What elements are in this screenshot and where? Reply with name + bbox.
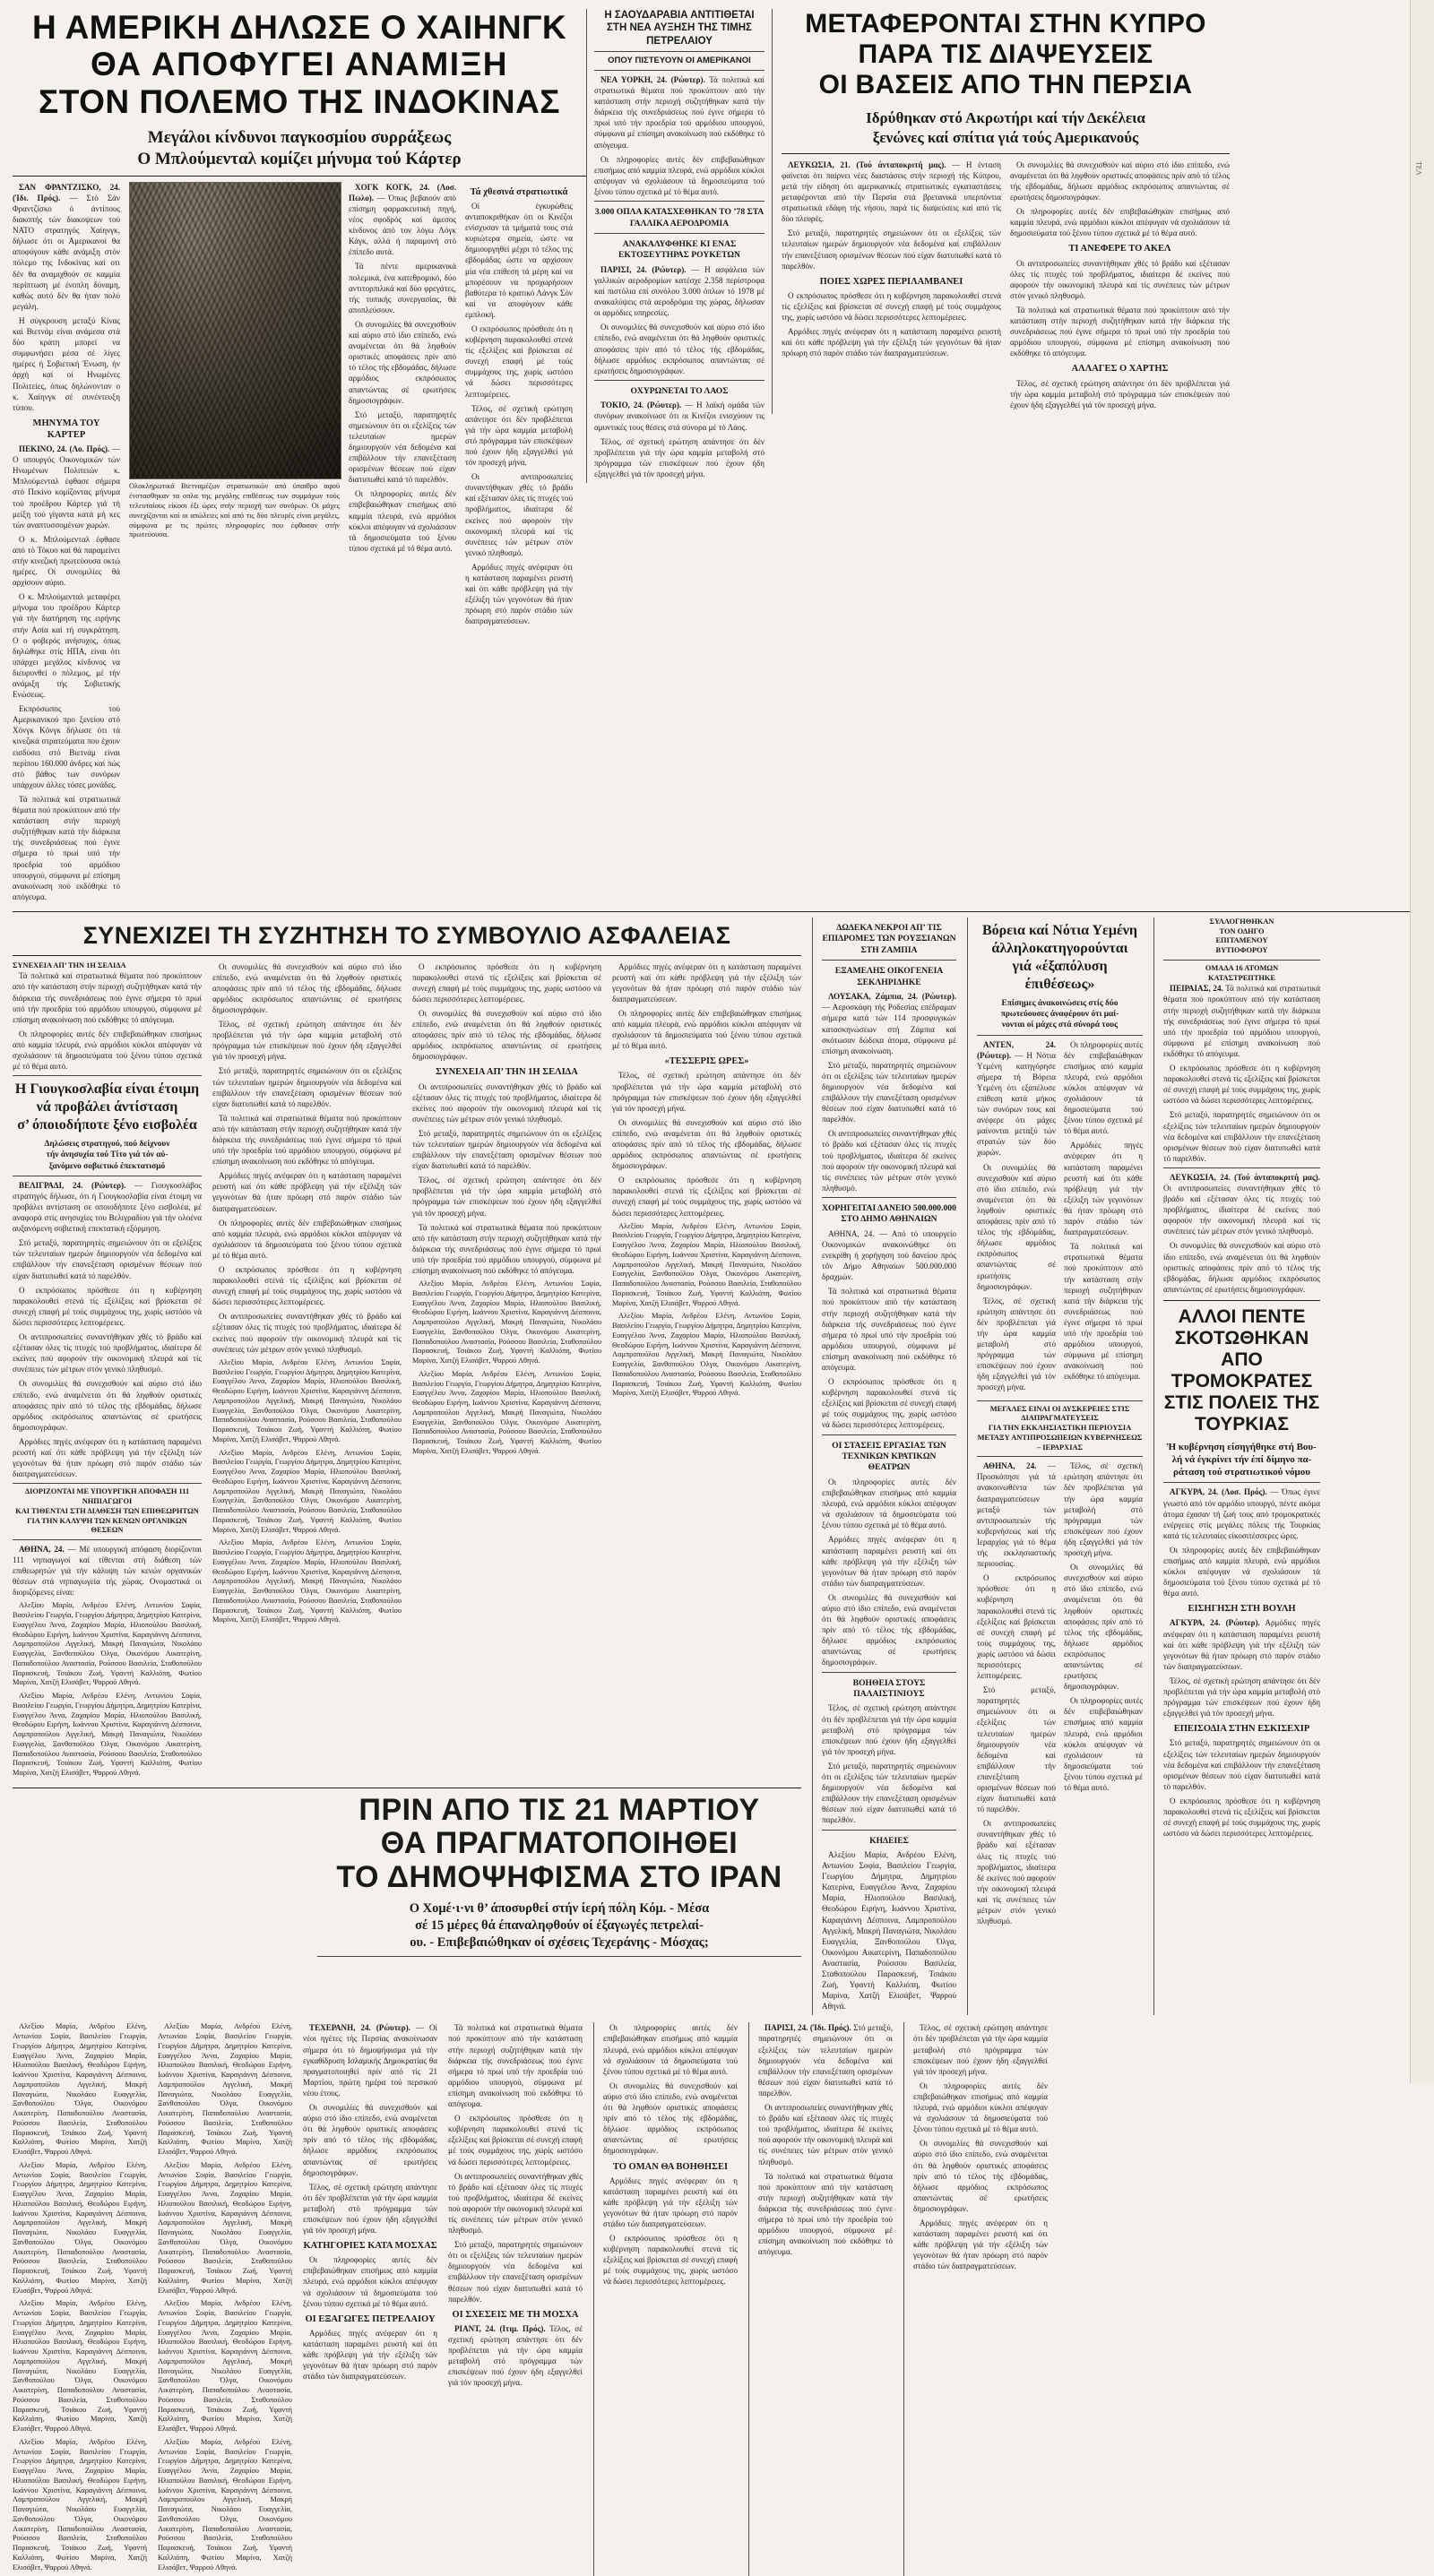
turkey-body: ΑΓΚΥΡΑ, 24. (Λοσ. Πρός). — Όπως έγινε γνωστό από τόν αρμόδιο υπουργό, πέντε ακόμα άτομα έχασαν τή ζωή τους από τρομοκρατικές ενέργειες στίς μεγάλες πόλεις τής Τουρκίας κατά τίς τελευταίες είκοσιτέσσερες ώρες. Οι πληροφορίες αυτές δέν επιβεβαιώθηκαν επισήμως από καμμία πλευρά, ενώ αρμόδιοι κύκλοι απέφυγαν νά σχολιάσουν τά δημοσιεύματα τού ξένου τύπου σχετικά μέ τό θέμα αυτό. ΕΙΣΗΓΗΣΗ ΣΤΗ ΒΟΥΛΗ ΑΓΚΥΡΑ, 24. (Ρώυτερ). Αρμόδιες πηγές ανέφεραν ότι η κατάσταση παραμένει ρευστή καί ότι κάθε πρόβλεψη γιά τήν εξέλιξη τών γεγονότων θά ήταν πρόωρη στό παρόν στάδιο τών διαπραγματεύσεων. Τέλος, σέ σχετική ερώτηση απάντησε ότι δέν προβλέπεται γιά τήν ώρα καμμία μεταβολή στό πρόγραμμα τών επισκέψεων πού έχουν ήδη εξαγγελθεί γιά τόν προσεχή μήνα. ΕΠΕΙΣΟΔΙΑ ΣΤΗΝ ΕΣΚΙΣΕΧΙΡ Στό μεταξύ, παρατηρητές σημειώνουν ότι οι εξελίξεις τών τελευταίων ημερών δημιουργούν νέα δεδομένα καί επιβάλλουν τήν επανεξέταση ορισμένων θέσεων πού είχαν διατυπωθεί κατά τό παρελθόν. Ο εκπρόσωπος πρόσθεσε ότι η κυβέρνηση παρακολουθεί στενά τίς εξελίξεις καί βρίσκεται σέ συνεχή επαφή μέ τούς συμμάχους της, χωρίς ωστόσο νά δώσει περισσότερες λεπτομέρειες. [1163,1487,1320,1839]
subhead-3000-opla: 3.000 ΟΠΛΑ ΚΑΤΑΣΧΕΘΗΚΑΝ ΤΟ ’78 ΣΤΑ ΓΑΛΛΙΚΑ ΑΕΡΟΔΡΟΜΙΑ [594,207,765,228]
yemen-body-a: ΑΝΤΕΝ, 24. (Ρώυτερ). — Η Νότια Υεμένη κατηγόρησε σήμερα τή Βόρεια Υεμένη ότι εξαπέλυσε επίθεση κατά μήκος τών συνόρων τους καί ανέφερε ότι μάχες μαίνονται μεταξύ τών στρατών τών δύο χωρών. Οι συνομιλίες θά συνεχισθούν καί αύριο στό ίδιο επίπεδο, ενώ αναμένεται ότι θά ληφθούν οριστικές αποφάσεις πρίν από τό τέλος τής εβδομάδας, δήλωσε αρμόδιος εκπρόσωπος απαντώντας σέ ερωτήσεις δημοσιογράφων. Τέλος, σέ σχετική ερώτηση απάντησε ότι δέν προβλέπεται γιά τήν ώρα καμμία μεταβολή στό πρόγραμμα τών επισκέψεων πού έχουν ήδη εξαγγελθεί γιά τόν προσεχή μήνα. [977,1039,1057,1392]
subhead-palestine-aid: ΒΟΗΘΕΙΑ ΣΤΟΥΣ ΠΑΛΑΙΣΤΙΝΙΟΥΣ [852,1677,926,1699]
bottom-col-5: Οι πληροφορίες αυτές δέν επιβεβαιώθηκαν επισήμως από καμμία πλευρά, ενώ αρμόδιοι κύκλοι απέφυγαν νά σχολιάσουν τά δημοσιεύματα τού ξένου τύπου σχετικά μέ τό θέμα αυτό. Οι συνομιλίες θά συνεχισθούν καί αύριο στό ίδιο επίπεδο, ενώ αναμένεται ότι θά ληφθούν οριστικές αποφάσεις πρίν από τό τέλος τής εβδομάδας, δήλωσε αρμόδιος εκπρόσωπος απαντώντας σέ ερωτήσεις δημοσιογράφων. ΤΟ ΟΜΑΝ ΘΑ ΒΟΗΘΗΣΕΙ Αρμόδιες πηγές ανέφεραν ότι η κατάσταση παραμένει ρευστή καί ότι κάθε πρόβλεψη γιά τήν εξέλιξη τών γεγονότων θά ήταν πρόωρη στό παρόν στάδιο τών διαπραγματεύσεων. Ο εκπρόσωπος πρόσθεσε ότι η κυβέρνηση παρακολουθεί στενά τίς εξελίξεις καί βρίσκεται σέ συνεχή επαφή μέ τούς συμμάχους της, χωρίς ωστόσο νά δώσει περισσότερες λεπτομέρειες. [593,2022,738,2576]
main-subheadline [13,127,586,170]
column-mid-body-2: ΠΑΡΙΣΙ, 24. (Ρώυτερ). — Η ασφάλεια τών γαλλικών αεροδρομίων κατέσχε 2.358 περίστροφα καί πιστόλια επί συνόλου 3.000 όπλων τό 1978 μέ ανακαλύψεις στά αεροδρόμια της χώρας, δήλωσαν οι αρμόδιες υπηρεσίες. Οι συνομιλίες θά συνεχισθούν καί αύριο στό ίδιο επίπεδο, ενώ αναμένεται ότι θά ληφθούν οριστικές αποφάσεις πρίν από τό τέλος τής εβδομάδας, δήλωσε αρμόδιος εκπρόσωπος απαντώντας σέ ερωτήσεις δημοσιογράφων. [594,264,765,375]
divider [977,1035,1143,1036]
photo-block [129,182,340,906]
divider [782,153,1230,154]
divider [13,911,1421,912]
church-headline: ΜΕΓΑΛΕΣ ΕΙΝΑΙ ΟΙ ΔΥΣΚΕΡΕΙΕΣ ΣΤΙΣ ΔΙΑΠΡΑΓΜΑΤΕΥΣΕΙΣ ΓΙΑ ΤΗΝ ΕΚΚΛΗΣΙΑΣΤΙΚΗ ΠΕΡΙΟΥΣΙΑ ΜΕΤΑΞΥ ΑΝΤΙΠΡΟΣΩΠΕΙΩΝ ΚΥΒΕΡΝΗΣΕΩΣ – ΙΕΡΑΡΧΙΑΣ [977,1404,1143,1452]
masthead-left [13,9,586,906]
bottom-band [0,2022,1434,2576]
main-subheadline-line1: Μεγάλοι κίνδυνοι παγκοσμίου συρράξεως [147,128,452,148]
subhead-parliament: ΕΙΣΗΓΗΣΗ ΣΤΗ ΒΟΥΛΗ [1188,1604,1296,1615]
dateline-piraeus: ΠΕΙΡΑΙΑΣ, 24. [1170,984,1223,994]
turkey-subheadline: Ή κυβέρνηση είσηγήθηκε στή Βου- λή νά έγκρίνει τήν έπί δίμηνο πα- ράταση τού στρατιωτικού νόμου [1167,1441,1317,1478]
column-cyprus-a: ΛΕΥΚΩΣΙΑ, 21. (Τού άνταποκριτή μας). — Η ένταση φαίνεται ότι παίρνει νέες διαστάσεις στήν περιοχή τής Κύπρου, μετά τήν είδηση ότι αμερικανικές στρατιωτικές εγκαταστάσεις μεταφέρονται από τήν Περσία στά βρετανικά υπερπόντια στρατιωτικά εδάφη τής νήσου, παρά τίς διαψεύσεις καί από τίς δύο πλευρές. Στό μεταξύ, παρατηρητές σημειώνουν ότι οι εξελίξεις τών τελευταίων ημερών δημιουργούν νέα δεδομένα καί επιβάλλουν τήν επανεξέταση ορισμένων θέσεων πού είχαν διατυπωθεί κατά τό παρελθόν. ΠΟΙΕΣ ΧΩΡΕΣ ΠΕΡΙΛΑΜΒΑΝΕΙ Ο εκπρόσωπος πρόσθεσε ότι η κυβέρνηση παρακολουθεί στενά τίς εξελίξεις καί βρίσκεται σέ συνεχή επαφή μέ τούς συμμάχους της, χωρίς ωστόσο νά δώσει περισσότερες λεπτομέρειες. Αρμόδιες πηγές ανέφεραν ότι η κατάσταση παραμένει ρευστή καί ότι κάθε πρόβλεψη γιά τήν εξέλιξη τών γεγονότων θά ήταν πρόωρη στό παρόν στάδιο τών διαπραγματεύσεων. [782,159,1001,358]
dateline-nicosia: ΛΕΥΚΩΣΙΑ, 21. (Τού άνταποκριτή μας). [788,159,946,169]
divider [13,955,801,956]
masthead-area [0,0,1434,906]
loan-body: ΑΘΗΝΑ, 24. — Από τό υπουργείο Οικονομικών ανακοινώθηκε ότι ενεκρίθη ή χορήγηση τού δανείου πρός τόν Δήμο Αθηναίων 500.000.000 δραχμών. Τά πολιτικά καί στρατιωτικά θέματα πού προκύπτουν από τήν κατάσταση στήν περιοχή συζητήθηκαν κατά τήν διάρκεια τής συνεδριάσεως πού έγινε σήμερα τό πρωί υπό τήν προεδρία τού αρμόδιου υπουργού, σύμφωνα μέ επίσημη ανακοίνωση πού εκδόθηκε τό απόγευμα. Ο εκπρόσωπος πρόσθεσε ότι η κυβέρνηση παρακολουθεί στενά τίς εξελίξεις καί βρίσκεται σέ συνεχή επαφή μέ τούς συμμάχους της, χωρίς ωστόσο νά δώσει περισσότερες λεπτομέρειες. [822,1228,956,1430]
subhead-rockets: ΑΝΑΚΑΛΥΦΘΗΚΕ ΚΙ ΕΝΑΣ ΕΚΤΟΞΕΥΤΗΡΑΣ ΡΟΥΚΕΤΩΝ [618,238,740,261]
names-list: Αλεξίου Μαρία, Ανδρέου Ελένη, Αντωνίου Σοφία, Βασιλείου Γεωργία, Γεωργίου Δήμητρα, Δημητρίου Κατερίνα, Ευαγγέλου Άννα, Ζαχαρίου Μαρία, Ηλιοπούλου Βασιλική, Θεοδώρου Ειρήνη, Ιωάννου Χριστίνα, Καραγιάννη Δέσποινα, Λαμπροπούλου Αγγελική, Μακρή Παναγιώτα, Νικολάου Ευαγγελία, Ξανθοπούλου Όλγα, Οικονόμου Αικατερίνη, Παπαδοπούλου Αναστασία, Ρούσσου Βασιλεία, Σταθοπούλου Παρασκευή, Τσιάκου Ζωή, Υφαντή Καλλιόπη, Φωτίου Μαρίνα, Χατζή Ελισάβετ, Ψαρρού Αθηνά. [13,1601,202,1687]
main-headline-line3: ΣΤΟΝ ΠΟΛΕΜΟ ΤΗΣ ΙΝΔΟΚΙΝΑΣ [39,82,560,120]
subhead-countries: ΠΟΙΕΣ ΧΩΡΕΣ ΠΕΡΙΛΑΜΒΑΝΕΙ [819,276,963,287]
divider [1163,1167,1320,1168]
subhead-four-hours: «ΤΕΣΣΕΡΙΣ ΩΡΕΣ» [664,1056,749,1067]
masthead-right [772,9,1230,414]
subhead-oil-exports: ΟΙ ΕΞΑΓΩΓΕΣ ΠΕΤΡΕΛΑΙΟΥ [305,2313,436,2324]
yemen-subhead: Επίσημες άνακοινώσεις στίς δύο πρωτεύουσες άναφέρουν ότι μαί- νονται οί μάχες στά σύνορά τους [1000,998,1119,1030]
divider [13,1075,202,1076]
subhead-zambia: ΔΩΔΕΚΑ ΝΕΚΡΟΙ ΑΠ’ ΤΙΣ ΕΠΙΔΡΟΜΕΣ ΤΩΝ ΡΟΥΞΣΙΑΝΩΝ ΣΤΗ ΖΑΜΠΙΑ [822,922,956,955]
photo-caption: Ολοκληρωτικά Βιετναμέζων στρατιωτικών από ύπαιθρο αφού ένστασθηκαν τα οπλα της μεγάλης επιθέσεως των συμμάχων τούς τελευταίους είκοσι έξι ώρες στήν περιοχή των συνόρων. Οι μάχες συνεχίζονται καί οι απώλειες καί από τις δύο πλευρές είναι μεγάλες, σύμφωνα με τις πρώτες πληροφορίες που έφθασαν στήν πρωτεύουσα. [129,481,340,539]
dateline-riyadh: ΡΙΑΝΤ, 24. (Ιτιμ. Πρός). [454,2323,546,2333]
dateline-ankara-2: ΑΓΚΥΡΑ, 24. (Ρώυτερ). [1170,1618,1260,1628]
sc-col-4: Αρμόδιες πηγές ανέφεραν ότι η κατάσταση παραμένει ρευστή καί ότι κάθε πρόβλεψη γιά τήν εξέλιξη τών γεγονότων θά ήταν πρόωρη στό παρόν στάδιο τών διαπραγματεύσεων. Οι πληροφορίες αυτές δέν επιβεβαιώθηκαν επισήμως από καμμία πλευρά, ενώ αρμόδιοι κύκλοι απέφυγαν νά σχολιάσουν τά δημοσιεύματα τού ξένου τύπου σχετικά μέ τό θέμα αυτό. «ΤΕΣΣΕΡΙΣ ΩΡΕΣ» Τέλος, σέ σχετική ερώτηση απάντησε ότι δέν προβλέπεται γιά τήν ώρα καμμία μεταβολή στό πρόγραμμα τών επισκέψεων πού έχουν ήδη εξαγγελθεί γιά τόν προσεχή μήνα. Οι συνομιλίες θά συνεχισθούν καί αύριο στό ίδιο επίπεδο, ενώ αναμένεται ότι θά ληφθούν οριστικές αποφάσεις πρίν από τό τέλος τής εβδομάδας, δήλωσε αρμόδιος εκπρόσωπος απαντώντας σέ ερωτήσεις δημοσιογράφων. Ο εκπρόσωπος πρόσθεσε ότι η κυβέρνηση παρακολουθεί στενά τίς εξελίξεις καί βρίσκεται σέ συνεχή επαφή μέ τούς συμμάχους της, χωρίς ωστόσο νά δώσει περισσότερες λεπτομέρειες. Αλεξίου Μαρία, Ανδρέου Ελένη, Αντωνίου Σοφία, Βασιλείου Γεωργία, Γεωργίου Δήμητρα, Δημητρίου Κατερίνα, Ευαγγέλου Άννα, Ζαχαρίου Μαρία, Ηλιοπούλου Βασιλική, Θεοδώρου Ειρήνη, Ιωάννου Χριστίνα, Καραγιάννη Δέσποινα, Λαμπροπούλου Αγγελική, Μακρή Παναγιώτα, Νικολάου Ευαγγελία, Ξανθοπούλου Όλγα, Οικονόμου Αικατερίνη, Παπαδοπούλου Αναστασία, Ρούσσου Βασιλεία, Σταθοπούλου Παρασκευή, Τσιάκου Ζωή, Υφαντή Καλλιόπη, Φωτίου Μαρίνα, Χατζή Ελισάβετ, Ψαρρού Αθηνά. Αλεξίου Μαρία, Ανδρέου Ελένη, Αντωνίου Σοφία, Βασιλείου Γεωργία, Γεωργίου Δήμητρα, Δημητρίου Κατερίνα, Ευαγγέλου Άννα, Ζαχαρίου Μαρία, Ηλιοπούλου Βασιλική, Θεοδώρου Ειρήνη, Ιωάννου Χριστίνα, Καραγιάννη Δέσποινα, Λαμπροπούλου Αγγελική, Μακρή Παναγιώτα, Νικολάου Ευαγγελία, Ξανθοπούλου Όλγα, Οικονόμου Αικατερίνη, Παπαδοπούλου Αναστασία, Ρούσσου Βασιλεία, Σταθοπούλου Παρασκευή, Τσιάκου Ζωή, Υφαντή Καλλιόπη, Φωτίου Μαρίνα, Χατζή Ελισάβετ, Ψαρρού Αθηνά. [612,961,801,1398]
subhead-military: Τά χθεσινά στρατιωτικά [470,186,568,197]
main-subheadline-line2: Ο Μπλούμενταλ κομίζει μήνυμα τού Κάρτερ [137,150,462,169]
yugoslavia-headline: Η Γιουγκοσλαβία είναι έτοιμη νά προβάλει άντίσταση σ’ όποιοδήποτε ξένο εισβολέα [14,1081,200,1133]
divider [822,1197,956,1198]
bottom-col-7: Τέλος, σέ σχετική ερώτηση απάντησε ότι δέν προβλέπεται γιά τήν ώρα καμμία μεταβολή στό πρόγραμμα τών επισκέψεων πού έχουν ήδη εξαγγελθεί γιά τόν προσεχή μήνα. Οι πληροφορίες αυτές δέν επιβεβαιώθηκαν επισήμως από καμμία πλευρά, ενώ αρμόδιοι κύκλοι απέφυγαν νά σχολιάσουν τά δημοσιεύματα τού ξένου τύπου σχετικά μέ τό θέμα αυτό. Οι συνομιλίες θά συνεχισθούν καί αύριο στό ίδιο επίπεδο, ενώ αναμένεται ότι θά ληφθούν οριστικές αποφάσεις πρίν από τό τέλος τής εβδομάδας, δήλωσε αρμόδιος εκπρόσωπος απαντώντας σέ ερωτήσεις δημοσιογράφων. Αρμόδιες πηγές ανέφεραν ότι η κατάσταση παραμένει ρευστή καί ότι κάθε πρόβλεψη γιά τήν εξέλιξη τών γεγονότων θά ήταν πρόωρη στό παρόν στάδιο τών διαπραγματεύσεων. [903,2022,1048,2576]
divider [594,51,765,52]
divider [13,1539,202,1540]
column-mid-body: ΝΕΑ ΥΟΡΚΗ, 24. (Ρώυτερ). Τά πολιτικά καί στρατιωτικά θέματα πού προκύπτουν από τήν κατάσταση στήν περιοχή συζητήθηκαν κατά τήν διάρκεια τής συνεδριάσεως πού έγινε σήμερα τό πρωί υπό τήν προεδρία τού αρμόδιου υπουργού, σύμφωνα μέ επίσημη ανακοίνωση πού εκδόθηκε τό απόγευμα. Οι πληροφορίες αυτές δέν επιβεβαιώθηκαν επισήμως από καμμία πλευρά, ενώ αρμόδιοι κύκλοι απέφυγαν νά σχολιάσουν τά δημοσιεύματα τού ξένου τύπου σχετικά μέ τό θέμα αυτό. [594,75,765,196]
security-council-headline: ΣΥΝΕΧΙΖΕΙ ΤΗ ΣΥΖΗΤΗΣΗ ΤΟ ΣΥΜΒΟΥΛΙΟ ΑΣΦΑΛΕΙΑΣ [82,921,731,949]
iran-headline: ΠΡΙΝ ΑΠΟ ΤΙΣ 21 ΜΑΡΤΙΟΥ ΘΑ ΠΡΑΓΜΑΤΟΠΟΙΗΘΕΙ ΤΟ ΔΗΜΟΨΗΦΙΣΜΑ ΣΤΟ ΙΡΑΝ [336,1792,782,1894]
athens-news-column [812,918,956,2016]
dateline-teheran: ΤΕΧΕΡΑΝΗ, 24. (Ρώυτερ). [309,2023,410,2033]
bottom-col-1: Αλεξίου Μαρία, Ανδρέου Ελένη, Αντωνίου Σοφία, Βασιλείου Γεωργία, Γεωργίου Δήμητρα, Δημητρίου Κατερίνα, Ευαγγέλου Άννα, Ζαχαρίου Μαρία, Ηλιοπούλου Βασιλική, Θεοδώρου Ειρήνη, Ιωάννου Χριστίνα, Καραγιάννη Δέσποινα, Λαμπροπούλου Αγγελική, Μακρή Παναγιώτα, Νικολάου Ευαγγελία, Ξανθοπούλου Όλγα, Οικονόμου Αικατερίνη, Παπαδοπούλου Αναστασία, Ρούσσου Βασιλεία, Σταθοπούλου Παρασκευή, Τσιάκου Ζωή, Υφαντή Καλλιόπη, Φωτίου Μαρίνα, Χατζή Ελισάβετ, Ψαρρού Αθηνά. Αλεξίου Μαρία, Ανδρέου Ελένη, Αντωνίου Σοφία, Βασιλείου Γεωργία, Γεωργίου Δήμητρα, Δημητρίου Κατερίνα, Ευαγγέλου Άννα, Ζαχαρίου Μαρία, Ηλιοπούλου Βασιλική, Θεοδώρου Ειρήνη, Ιωάννου Χριστίνα, Καραγιάννη Δέσποινα, Λαμπροπούλου Αγγελική, Μακρή Παναγιώτα, Νικολάου Ευαγγελία, Ξανθοπούλου Όλγα, Οικονόμου Αικατερίνη, Παπαδοπούλου Αναστασία, Ρούσσου Βασιλεία, Σταθοπούλου Παρασκευή, Τσιάκου Ζωή, Υφαντή Καλλιόπη, Φωτίου Μαρίνα, Χατζή Ελισάβετ, Ψαρρού Αθηνά. Αλεξίου Μαρία, Ανδρέου Ελένη, Αντωνίου Σοφία, Βασιλείου Γεωργία, Γεωργίου Δήμητρα, Δημητρίου Κατερίνα, Ευαγγέλου Άννα, Ζαχαρίου Μαρία, Ηλιοπούλου Βασιλική, Θεοδώρου Ειρήνη, Ιωάννου Χριστίνα, Καραγιάννη Δέσποινα, Λαμπροπούλου Αγγελική, Μακρή Παναγιώτα, Νικολάου Ευαγγελία, Ξανθοπούλου Όλγα, Οικονόμου Αικατερίνη, Παπαδοπούλου Αναστασία, Ρούσσου Βασιλεία, Σταθοπούλου Παρασκευή, Τσιάκου Ζωή, Υφαντή Καλλιόπη, Φωτίου Μαρίνα, Χατζή Ελισάβετ, Ψαρρού Αθηνά. Αλεξίου Μαρία, Ανδρέου Ελένη, Αντωνίου Σοφία, Βασιλείου Γεωργία, Γεωργίου Δήμητρα, Δημητρίου Κατερίνα, Ευαγγέλου Άννα, Ζαχαρίου Μαρία, Ηλιοπούλου Βασιλική, Θεοδώρου Ειρήνη, Ιωάννου Χριστίνα, Καραγιάννη Δέσποινα, Λαμπροπούλου Αγγελική, Μακρή Παναγιώτα, Νικολάου Ευαγγελία, Ξανθοπούλου Όλγα, Οικονόμου Αικατερίνη, Παπαδοπούλου Αναστασία, Ρούσσου Βασιλεία, Σταθοπούλου Παρασκευή, Τσιάκου Ζωή, Υφαντή Καλλιόπη, Φωτίου Μαρίνα, Χατζή Ελισάβετ, Ψαρρού Αθηνά. [13,2022,147,2572]
divider [13,176,586,177]
subhead-omran: ΤΟ ΟΜΑΝ ΘΑ ΒΟΗΘΗΣΕΙ [612,2161,729,2172]
divider [594,233,765,234]
continued-from: ΣΥΝΕΧΕΙΑ ΑΠ’ ΤΗΝ 1Η ΣΕΛΙΔΑ [13,961,126,969]
column-cyprus-b: Οι συνομιλίες θά συνεχισθούν καί αύριο στό ίδιο επίπεδο, ενώ αναμένεται ότι θά ληφθούν οριστικές αποφάσεις πρίν από τό τέλος τής εβδομάδας, δήλωσε αρμόδιος εκπρόσωπος απαντώντας σέ ερωτήσεις δημοσιογράφων. Οι πληροφορίες αυτές δέν επιβεβαιώθηκαν επισήμως από καμμία πλευρά, ενώ αρμόδιοι κύκλοι απέφυγαν νά σχολιάσουν τά δημοσιεύματα τού ξένου τύπου σχετικά μέ τό θέμα αυτό. ΤΙ ΑΝΕΦΕΡΕ ΤΟ ΑΚΕΛ Οι αντιπροσωπείες συναντήθηκαν χθές τό βράδυ καί εξέτασαν όλες τίς πτυχές τού προβλήματος, ιδιαίτερα δέ εκείνες πού αφορούν τήν οικονομική πλευρά καί τίς συνέπειες τών μέτρων στόν γενικό πληθυσμό. Τά πολιτικά καί στρατιωτικά θέματα πού προκύπτουν από τήν κατάσταση στήν περιοχή συζητήθηκαν κατά τήν διάρκεια τής συνεδριάσεως πού έγινε σήμερα τό πρωί υπό τήν προεδρία τού αρμόδιου υπουργού, σύμφωνα μέ επίσημη ανακοίνωση πού εκδόθηκε τό απόγευμα. ΑΛΛΑΓΕΣ Ο ΧΑΡΤΗΣ Τέλος, σέ σχετική ερώτηση απάντησε ότι δέν προβλέπεται γιά τήν ώρα καμμία μεταβολή στό πρόγραμμα τών επισκέψεων πού έχουν ήδη εξαγγελθεί γιά τόν προσεχή μήνα. [1010,159,1230,409]
palestine-body: Τέλος, σέ σχετική ερώτηση απάντησε ότι δέν προβλέπεται γιά τήν ώρα καμμία μεταβολή στό πρόγραμμα τών επισκέψεων πού έχουν ήδη εξαγγελθεί γιά τόν προσεχή μήνα. Στό μεταξύ, παρατηρητές σημειώνουν ότι οι εξελίξεις τών τελευταίων ημερών δημιουργούν νέα δεδομένα καί επιβάλλουν τήν επανεξέταση ορισμένων θέσεων πού είχαν διατυπωθεί κατά τό παρελθόν. [822,1703,956,1825]
cyprus-headline-line1: ΜΕΤΑΦΕΡΟΝΤΑΙ ΣΤΗΝ ΚΥΠΡΟ [805,9,1206,39]
yemen-headline: Βόρεια καί Νότια Υεμένη άλληλοκατηγορούνται γιά «έξαπόλυση έπιθέσεως» [981,922,1138,992]
sc-col-3: Ο εκπρόσωπος πρόσθεσε ότι η κυβέρνηση παρακολουθεί στενά τίς εξελίξεις καί βρίσκεται σέ συνεχή επαφή μέ τούς συμμάχους της, χωρίς ωστόσο νά δώσει περισσότερες λεπτομέρειες. Οι συνομιλίες θά συνεχισθούν καί αύριο στό ίδιο επίπεδο, ενώ αναμένεται ότι θά ληφθούν οριστικές αποφάσεις πρίν από τό τέλος τής εβδομάδας, δήλωσε αρμόδιος εκπρόσωπος απαντώντας σέ ερωτήσεις δημοσιογράφων. ΣΥΝΕΧΕΙΑ ΑΠ’ ΤΗΝ 1Η ΣΕΛΙΔΑ Οι αντιπροσωπείες συναντήθηκαν χθές τό βράδυ καί εξέτασαν όλες τίς πτυχές τού προβλήματος, ιδιαίτερα δέ εκείνες πού αφορούν τήν οικονομική πλευρά καί τίς συνέπειες τών μέτρων στόν γενικό πληθυσμό. Στό μεταξύ, παρατηρητές σημειώνουν ότι οι εξελίξεις τών τελευταίων ημερών δημιουργούν νέα δεδομένα καί επιβάλλουν τήν επανεξέταση ορισμένων θέσεων πού είχαν διατυπωθεί κατά τό παρελθόν. Τέλος, σέ σχετική ερώτηση απάντησε ότι δέν προβλέπεται γιά τήν ώρα καμμία μεταβολή στό πρόγραμμα τών επισκέψεων πού έχουν ήδη εξαγγελθεί γιά τόν προσεχή μήνα. Τά πολιτικά καί στρατιωτικά θέματα πού προκύπτουν από τήν κατάσταση στήν περιοχή συζητήθηκαν κατά τήν διάρκεια τής συνεδριάσεως πού έγινε σήμερα τό πρωί υπό τήν προεδρία τού αρμόδιου υπουργού, σύμφωνα μέ επίσημη ανακοίνωση πού εκδόθηκε τό απόγευμα. Αλεξίου Μαρία, Ανδρέου Ελένη, Αντωνίου Σοφία, Βασιλείου Γεωργία, Γεωργίου Δήμητρα, Δημητρίου Κατερίνα, Ευαγγέλου Άννα, Ζαχαρίου Μαρία, Ηλιοπούλου Βασιλική, Θεοδώρου Ειρήνη, Ιωάννου Χριστίνα, Καραγιάννη Δέσποινα, Λαμπροπούλου Αγγελική, Μακρή Παναγιώτα, Νικολάου Ευαγγελία, Ξανθοπούλου Όλγα, Οικονόμου Αικατερίνη, Παπαδοπούλου Αναστασία, Ρούσσου Βασιλεία, Σταθοπούλου Παρασκευή, Τσιάκου Ζωή, Υφαντή Καλλιόπη, Φωτίου Μαρίνα, Χατζή Ελισάβετ, Ψαρρού Αθηνά. Αλεξίου Μαρία, Ανδρέου Ελένη, Αντωνίου Σοφία, Βασιλείου Γεωργία, Γεωργίου Δήμητρα, Δημητρίου Κατερίνα, Ευαγγέλου Άννα, Ζαχαρίου Μαρία, Ηλιοπούλου Βασιλική, Θεοδώρου Ειρήνη, Ιωάννου Χριστίνα, Καραγιάννη Δέσποινα, Λαμπροπούλου Αγγελική, Μακρή Παναγιώτα, Νικολάου Ευαγγελία, Ξανθοπούλου Όλγα, Οικονόμου Αικατερίνη, Παπαδοπούλου Αναστασία, Ρούσσου Βασιλεία, Σταθοπούλου Παρασκευή, Τσιάκου Ζωή, Υφαντή Καλλιόπη, Φωτίου Μαρίνα, Χατζή Ελισάβετ, Ψαρρού Αθηνά. [412,961,601,1455]
cyprus-headline [782,9,1230,101]
sc-col-1: ΣΥΝΕΧΕΙΑ ΑΠ’ ΤΗΝ 1Η ΣΕΛΙΔΑ Τά πολιτικά καί στρατιωτικά θέματα πού προκύπτουν από τήν κατάσταση στήν περιοχή συζητήθηκαν κατά τήν διάρκεια τής συνεδριάσεως πού έγινε σήμερα τό πρωί υπό τήν προεδρία τού αρμόδιου υπουργού, σύμφωνα μέ επίσημη ανακοίνωση πού εκδόθηκε τό απόγευμα. Οι πληροφορίες αυτές δέν επιβεβαιώθηκαν επισήμως από καμμία πλευρά, ενώ αρμόδιοι κύκλοι απέφυγαν νά σχολιάσουν τά δημοσιεύματα τού ξένου τύπου σχετικά μέ τό θέμα αυτό. Η Γιουγκοσλαβία είναι έτοιμη νά προβάλει άντίσταση σ’ όποιοδήποτε ξένο εισβολέα Δηλώσεις στρατηγού, πού δείχνουν τήν άνησυχία τού Τίτο γιά τόν αύ- ξανόμενο σοβιετικό έπεκτατισμό ΒΕΛΙΓΡΑΔΙ, 24. (Ρώυτερ). — Γιουγκοσλάβος στρατηγός δήλωσε, ότι ή Γιουγκοσλαβία είναι έτοιμη να προβάλει αντίσταση σε οποιοδήποτε ξένο εισβολέα, μέ αναφορά στίς ανησυχίες του Βελιγραδίου γιά τήν ολοένα αυξανόμενη σοβιετική επεκτατική εξόρμηση. Στό μεταξύ, παρατηρητές σημειώνουν ότι οι εξελίξεις τών τελευταίων ημερών δημιουργούν νέα δεδομένα καί επιβάλλουν τήν επανεξέταση ορισμένων θέσεων πού είχαν διατυπωθεί κατά τό παρελθόν. Ο εκπρόσωπος πρόσθεσε ότι η κυβέρνηση παρακολουθεί στενά τίς εξελίξεις καί βρίσκεται σέ συνεχή επαφή μέ τούς συμμάχους της, χωρίς ωστόσο νά δώσει περισσότερες λεπτομέρειες. Οι αντιπροσωπείες συναντήθηκαν χθές τό βράδυ καί εξέτασαν όλες τίς πτυχές τού προβλήματος, ιδιαίτερα δέ εκείνες πού αφορούν τήν οικονομική πλευρά καί τίς συνέπειες τών μέτρων στόν γενικό πληθυσμό. Οι συνομιλίες θά συνεχισθούν καί αύριο στό ίδιο επίπεδο, ενώ αναμένεται ότι θά ληφθούν οριστικές αποφάσεις πρίν από τό τέλος τής εβδομάδας, δήλωσε αρμόδιος εκπρόσωπος απαντώντας σέ ερωτήσεις δημοσιογράφων. Αρμόδιες πηγές ανέφεραν ότι η κατάσταση παραμένει ρευστή καί ότι κάθε πρόβλεψη γιά τήν εξέλιξη τών γεγονότων θά ήταν πρόωρη στό παρόν στάδιο τών διαπραγματεύσεων. ΔΙΟΡΙΖΟΝΤΑΙ ΜΕ ΥΠΟΥΡΓΙΚΗ ΑΠΟΦΑΣΗ 111 ΝΗΠΙΑΓΩΓΟΙ ΚΑΙ ΤΙΘΕΝΤΑΙ ΣΤΗ ΔΙΑΘΕΣΗ ΤΩΝ ΕΠΙΘΕΩΡΗΤΩΝ ΓΙΑ ΤΗΝ ΚΑΛΥΨΗ ΤΩΝ ΚΕΝΩΝ ΟΡΓΑΝΙΚΩΝ ΘΕΣΕΩΝ ΑΘΗΝΑ, 24. — Μέ υπουργική απόφαση διορίζονται 111 νηπιαγωγοί καί τίθενται στή διάθεση τών επιθεωρητών γιά τήν κάλυψη τών κενών οργανικών θέσεων στά νηπιαγωγεία τής χώρας. Ονομαστικά οι διοριζόμενες είναι: Αλεξίου Μαρία, Ανδρέου Ελένη, Αντωνίου Σοφία, Βασιλείου Γεωργία, Γεωργίου Δήμητρα, Δημητρίου Κατερίνα, Ευαγγέλου Άννα, Ζαχαρίου Μαρία, Ηλιοπούλου Βασιλική, Θεοδώρου Ειρήνη, Ιωάννου Χριστίνα, Καραγιάννη Δέσποινα, Λαμπροπούλου Αγγελική, Μακρή Παναγιώτα, Νικολάου Ευαγγελία, Ξανθοπούλου Όλγα, Οικονόμου Αικατερίνη, Παπαδοπούλου Αναστασία, Ρούσσου Βασιλεία, Σταθοπούλου Παρασκευή, Τσιάκου Ζωή, Υφαντή Καλλιόπη, Φωτίου Μαρίνα, Χατζή Ελισάβετ, Ψαρρού Αθηνά. Αλεξίου Μαρία, Ανδρέου Ελένη, Αντωνίου Σοφία, Βασιλείου Γεωργία, Γεωργίου Δήμητρα, Δημητρίου Κατερίνα, Ευαγγέλου Άννα, Ζαχαρίου Μαρία, Ηλιοπούλου Βασιλική, Θεοδώρου Ειρήνη, Ιωάννου Χριστίνα, Καραγιάννη Δέσποινα, Λαμπροπούλου Αγγελική, Μακρή Παναγιώτα, Νικολάου Ευαγγελία, Ξανθοπούλου Όλγα, Οικονόμου Αικατερίνη, Παπαδοπούλου Αναστασία, Ρούσσου Βασιλεία, Σταθοπούλου Παρασκευή, Τσιάκου Ζωή, Υφαντή Καλλιόπη, Φωτίου Μαρίνα, Χατζή Ελισάβετ, Ψαρρού Αθηνά. [13,961,202,1778]
dateline-aden: ΑΝΤΕΝ, 24. (Ρώυτερ). [977,1039,1056,1060]
teachers-headline: ΔΙΟΡΙΖΟΝΤΑΙ ΜΕ ΥΠΟΥΡΓΙΚΗ ΑΠΟΦΑΣΗ 111 ΝΗΠΙΑΓΩΓΟΙ ΚΑΙ ΤΙΘΕΝΤΑΙ ΣΤΗ ΔΙΑΘΕΣΗ ΤΩΝ ΕΠΙΘΕΩΡΗΤΩΝ ΓΙΑ ΤΗΝ ΚΑΛΥΨΗ ΤΩΝ ΚΕΝΩΝ ΟΡΓΑΝΙΚΩΝ ΘΕΣΕΩΝ [15,1487,199,1535]
main-headline [13,9,586,120]
subhead-map-changes: ΑΛΛΑΓΕΣ Ο ΧΑΡΤΗΣ [1071,364,1169,375]
column-1b: ΧΟΓΚ ΚΟΓΚ, 24. (Λοσ. Πωλο). — Όπως βεβαιούν από επίσημη φαρμακευτική πηγή, νέος σφοδρός καί άμεσος κίνδυνος άπό τον λόγω Λόγκ Κάγκ, αλλά ή παραμονή στό έπίπεδο αυτά. Τά πέντε αμερικανικά πολεμικά, ένα κατεθρομικό, δύο αντιτορπιλικά καί δύο φρεγάτες, τής τυπικής συνεργασίας, θά αποπλεύσουν. Οι συνομιλίες θά συνεχισθούν καί αύριο στό ίδιο επίπεδο, ενώ αναμένεται ότι θά ληφθούν οριστικές αποφάσεις πρίν από τό τέλος τής εβδομάδας, δήλωσε αρμόδιος εκπρόσωπος απαντώντας σέ ερωτήσεις δημοσιογράφων. Στό μεταξύ, παρατηρητές σημειώνουν ότι οι εξελίξεις τών τελευταίων ημερών δημιουργούν νέα δεδομένα καί επιβάλλουν τήν επανεξέταση ορισμένων θέσεων πού είχαν διατυπωθεί κατά τό παρελθόν. Οι πληροφορίες αυτές δέν επιβεβαιώθηκαν επισήμως από καμμία πλευρά, ενώ αρμόδιοι κύκλοι απέφυγαν νά σχολιάσουν τά δημοσιεύματα τού ξένου τύπου σχετικά μέ τό θέμα αυτό. [349,182,456,553]
bottom-col-3-iran: ΤΕΧΕΡΑΝΗ, 24. (Ρώυτερ). — Οί νέοι ηγέτες τής Περσίας ανακοίνωσαν σήμερα ότι τό δημοψήφισμα γιά τήν εγκαθίδρυση Ισλαμικής Δημοκρατίας θα πραγματοποιηθεί πρίν από τίς 21 Μαρτίου, πρώτη ημέρα τού περσικού νέου έτους. Οι συνομιλίες θά συνεχισθούν καί αύριο στό ίδιο επίπεδο, ενώ αναμένεται ότι θά ληφθούν οριστικές αποφάσεις πρίν από τό τέλος τής εβδομάδας, δήλωσε αρμόδιος εκπρόσωπος απαντώντας σέ ερωτήσεις δημοσιογράφων. Τέλος, σέ σχετική ερώτηση απάντησε ότι δέν προβλέπεται γιά τήν ώρα καμμία μεταβολή στό πρόγραμμα τών επισκέψεων πού έχουν ήδη εξαγγελθεί γιά τόν προσεχή μήνα. ΚΑΤΗΓΟΡΙΕΣ ΚΑΤΑ ΜΟΣΧΑΣ Οι πληροφορίες αυτές δέν επιβεβαιώθηκαν επισήμως από καμμία πλευρά, ενώ αρμόδιοι κύκλοι απέφυγαν νά σχολιάσουν τά δημοσιεύματα τού ξένου τύπου σχετικά μέ τό θέμα αυτό. ΟΙ ΕΞΑΓΩΓΕΣ ΠΕΤΡΕΛΑΙΟΥ Αρμόδιες πηγές ανέφεραν ότι η κατάσταση παραμένει ρευστή καί ότι κάθε πρόβλεψη γιά τήν εξέλιξη τών γεγονότων θά ήταν πρόωρη στό παρόν στάδιο τών διαπραγματεύσεων. [303,2023,437,2382]
main-headline-line1: Η ΑΜΕΡΙΚΗ ΔΗΛΩΣΕ Ο ΧΑΙΗΝΓΚ [31,9,567,46]
column-mid-body-3: ΤΟΚΙΟ, 24. (Ρώυτερ). — Η λαϊκή ομάδα τών συνόρων ανακοίνωσε ότι οι Κινέζοι ενισχύουν τις αμυντικές τους θέσεις στά σύνορα μέ τό Λάος. Τέλος, σέ σχετική ερώτηση απάντησε ότι δέν προβλέπεται γιά τήν ώρα καμμία μεταβολή στό πρόγραμμα τών επισκέψεων πού έχουν ήδη εξαγγελθεί γιά τόν προσεχή μήνα. [594,401,765,478]
bottom-col-2: Αλεξίου Μαρία, Ανδρέου Ελένη, Αντωνίου Σοφία, Βασιλείου Γεωργία, Γεωργίου Δήμητρα, Δημητρίου Κατερίνα, Ευαγγέλου Άννα, Ζαχαρίου Μαρία, Ηλιοπούλου Βασιλική, Θεοδώρου Ειρήνη, Ιωάννου Χριστίνα, Καραγιάννη Δέσποινα, Λαμπροπούλου Αγγελική, Μακρή Παναγιώτα, Νικολάου Ευαγγελία, Ξανθοπούλου Όλγα, Οικονόμου Αικατερίνη, Παπαδοπούλου Αναστασία, Ρούσσου Βασιλεία, Σταθοπούλου Παρασκευή, Τσιάκου Ζωή, Υφαντή Καλλιόπη, Φωτίου Μαρίνα, Χατζή Ελισάβετ, Ψαρρού Αθηνά. Αλεξίου Μαρία, Ανδρέου Ελένη, Αντωνίου Σοφία, Βασιλείου Γεωργία, Γεωργίου Δήμητρα, Δημητρίου Κατερίνα, Ευαγγέλου Άννα, Ζαχαρίου Μαρία, Ηλιοπούλου Βασιλική, Θεοδώρου Ειρήνη, Ιωάννου Χριστίνα, Καραγιάννη Δέσποινα, Λαμπροπούλου Αγγελική, Μακρή Παναγιώτα, Νικολάου Ευαγγελία, Ξανθοπούλου Όλγα, Οικονόμου Αικατερίνη, Παπαδοπούλου Αναστασία, Ρούσσου Βασιλεία, Σταθοπούλου Παρασκευή, Τσιάκου Ζωή, Υφαντή Καλλιόπη, Φωτίου Μαρίνα, Χατζή Ελισάβετ, Ψαρρού Αθηνά. Αλεξίου Μαρία, Ανδρέου Ελένη, Αντωνίου Σοφία, Βασιλείου Γεωργία, Γεωργίου Δήμητρα, Δημητρίου Κατερίνα, Ευαγγέλου Άννα, Ζαχαρίου Μαρία, Ηλιοπούλου Βασιλική, Θεοδώρου Ειρήνη, Ιωάννου Χριστίνα, Καραγιάννη Δέσποινα, Λαμπροπούλου Αγγελική, Μακρή Παναγιώτα, Νικολάου Ευαγγελία, Ξανθοπούλου Όλγα, Οικονόμου Αικατερίνη, Παπαδοπούλου Αναστασία, Ρούσσου Βασιλεία, Σταθοπούλου Παρασκευή, Τσιάκου Ζωή, Υφαντή Καλλιόπη, Φωτίου Μαρίνα, Χατζή Ελισάβετ, Ψαρρού Αθηνά. Αλεξίου Μαρία, Ανδρέου Ελένη, Αντωνίου Σοφία, Βασιλείου Γεωργία, Γεωργίου Δήμητρα, Δημητρίου Κατερίνα, Ευαγγέλου Άννα, Ζαχαρίου Μαρία, Ηλιοπούλου Βασιλική, Θεοδώρου Ειρήνη, Ιωάννου Χριστίνα, Καραγιάννη Δέσποινα, Λαμπροπούλου Αγγελική, Μακρή Παναγιώτα, Νικολάου Ευαγγελία, Ξανθοπούλου Όλγα, Οικονόμου Αικατερίνη, Παπαδοπούλου Αναστασία, Ρούσσου Βασιλεία, Σταθοπούλου Παρασκευή, Τσιάκου Ζωή, Υφαντή Καλλιόπη, Φωτίου Μαρίνα, Χατζή Ελισάβετ, Ψαρρού Αθηνά. [158,2022,292,2572]
dateline: ΣΑΝ ΦΡΑΝΤΖΙΣΚΟ, 24. (Ίδι. Πρός). [13,182,120,202]
dateline-peking: ΠΕΚΙΝΟ, 24. (Λο. Πρός). [19,444,110,454]
divider [977,1456,1143,1457]
church-body-a: ΑΘΗΝΑ, 24. — Προσκόπησε γιά τά ανακοινωθέντα τών διαπραγματεύσεων μεταξύ τών αντιπροσωπειών τής κυβερνήσεως καί τής Ιεραρχίας γιά τό θέμα τής εκκλησιαστικής περιουσίας. Ο εκπρόσωπος πρόσθεσε ότι η κυβέρνηση παρακολουθεί στενά τίς εξελίξεις καί βρίσκεται σέ συνεχή επαφή μέ τούς συμμάχους της, χωρίς ωστόσο νά δώσει περισσότερες λεπτομέρειες. Στό μεταξύ, παρατηρητές σημειώνουν ότι οι εξελίξεις τών τελευταίων ημερών δημιουργούν νέα δεδομένα καί επιβάλλουν τήν επανεξέταση ορισμένων θέσεων πού είχαν διατυπωθεί κατά τό παρελθόν. Οι αντιπροσωπείες συναντήθηκαν χθές τό βράδυ καί εξέτασαν όλες τίς πτυχές τού προβλήματος, ιδιαίτερα δέ εκείνες πού αφορούν τήν οικονομική πλευρά καί τίς συνέπειες τών μέτρων στόν γενικό πληθυσμό. [977,1461,1056,1926]
theatre-body: Οι πληροφορίες αυτές δέν επιβεβαιώθηκαν επισήμως από καμμία πλευρά, ενώ αρμόδιοι κύκλοι απέφυγαν νά σχολιάσουν τά δημοσιεύματα τού ξένου τύπου σχετικά μέ τό θέμα αυτό. Αρμόδιες πηγές ανέφεραν ότι η κατάσταση παραμένει ρευστή καί ότι κάθε πρόβλεψη γιά τήν εξέλιξη τών γεγονότων θά ήταν πρόωρη στό παρόν στάδιο τών διαπραγματεύσεων. Οι συνομιλίες θά συνεχισθούν καί αύριο στό ίδιο επίπεδο, ενώ αναμένεται ότι θά ληφθούν οριστικές αποφάσεις πρίν από τό τέλος τής εβδομάδας, δήλωσε αρμόδιος εκπρόσωπος απαντώντας σέ ερωτήσεις δημοσιογράφων. [822,1477,956,1667]
mid-band [0,918,1434,2016]
cyprus-headline-line2: ΠΑΡΑ ΤΙΣ ΔΙΑΨΕΥΣΕΙΣ [858,39,1153,70]
subhead-obituaries: ΚΗΔΕΙΕΣ [869,1835,909,1846]
divider [594,380,765,381]
divider [1163,960,1320,961]
main-headline-line2: ΘΑ ΑΠΟΦΥΓΕΙ ΑΝΑΜΙΞΗ [90,46,509,83]
dateline-ankara: ΑΓΚΥΡΑ, 24. (Λοσ. Πρός). [1170,1487,1267,1497]
divider [594,201,765,202]
page-edge [1410,0,1434,2083]
subhead-moscow-relations: ΟΙ ΣΧΕΣΕΙΣ ΜΕ ΤΗ ΜΟΣΧΑ [452,2309,579,2320]
subhead-laos: ΟΧΥΡΩΝΕΤΑΙ ΤΟ ΛΑΟΣ [630,385,729,396]
dateline-athens: ΑΘΗΝΑ, 24. [19,1545,65,1554]
iran-subheadline: Ο Χομέ·ι·νι θ’ άποσυρθεί στήν ίερή πόλη Κόμ. - Μέσα σέ 15 μέρες θά έπαναληφθούν οί έξαγωγές πετρελαί- ου. - Επιβεβαιώθηκαν οί σχέσεις Τεχεράνης - Μόσχας; [409,1901,710,1951]
sc-col-2: Οι συνομιλίες θά συνεχισθούν καί αύριο στό ίδιο επίπεδο, ενώ αναμένεται ότι θά ληφθούν οριστικές αποφάσεις πρίν από τό τέλος τής εβδομάδας, δήλωσε αρμόδιος εκπρόσωπος απαντώντας σέ ερωτήσεις δημοσιογράφων. Τέλος, σέ σχετική ερώτηση απάντησε ότι δέν προβλέπεται γιά τήν ώρα καμμία μεταβολή στό πρόγραμμα τών επισκέψεων πού έχουν ήδη εξαγγελθεί γιά τόν προσεχή μήνα. Στό μεταξύ, παρατηρητές σημειώνουν ότι οι εξελίξεις τών τελευταίων ημερών δημιουργούν νέα δεδομένα καί επιβάλλουν τήν επανεξέταση ορισμένων θέσεων πού είχαν διατυπωθεί κατά τό παρελθόν. Τά πολιτικά καί στρατιωτικά θέματα πού προκύπτουν από τήν κατάσταση στήν περιοχή συζητήθηκαν κατά τήν διάρκεια τής συνεδριάσεως πού έγινε σήμερα τό πρωί υπό τήν προεδρία τού αρμόδιου υπουργού, σύμφωνα μέ επίσημη ανακοίνωση πού εκδόθηκε τό απόγευμα. Αρμόδιες πηγές ανέφεραν ότι η κατάσταση παραμένει ρευστή καί ότι κάθε πρόβλεψη γιά τήν εξέλιξη τών γεγονότων θά ήταν πρόωρη στό παρόν στάδιο τών διαπραγματεύσεων. Οι πληροφορίες αυτές δέν επιβεβαιώθηκαν επισήμως από καμμία πλευρά, ενώ αρμόδιοι κύκλοι απέφυγαν νά σχολιάσουν τά δημοσιεύματα τού ξένου τύπου σχετικά μέ τό θέμα αυτό. Ο εκπρόσωπος πρόσθεσε ότι η κυβέρνηση παρακολουθεί στενά τίς εξελίξεις καί βρίσκεται σέ συνεχή επαφή μέ τούς συμμάχους της, χωρίς ωστόσο νά δώσει περισσότερες λεπτομέρειες. Οι αντιπροσωπείες συναντήθηκαν χθές τό βράδυ καί εξέτασαν όλες τίς πτυχές τού προβλήματος, ιδιαίτερα δέ εκείνες πού αφορούν τήν οικονομική πλευρά καί τίς συνέπειες τών μέτρων στόν γενικό πληθυσμό. Αλεξίου Μαρία, Ανδρέου Ελένη, Αντωνίου Σοφία, Βασιλείου Γεωργία, Γεωργίου Δήμητρα, Δημητρίου Κατερίνα, Ευαγγέλου Άννα, Ζαχαρίου Μαρία, Ηλιοπούλου Βασιλική, Θεοδώρου Ειρήνη, Ιωάννου Χριστίνα, Καραγιάννη Δέσποινα, Λαμπροπούλου Αγγελική, Μακρή Παναγιώτα, Νικολάου Ευαγγελία, Ξανθοπούλου Όλγα, Οικονόμου Αικατερίνη, Παπαδοπούλου Αναστασία, Ρούσσου Βασιλεία, Σταθοπούλου Παρασκευή, Τσιάκου Ζωή, Υφαντή Καλλιόπη, Φωτίου Μαρίνα, Χατζή Ελισάβετ, Ψαρρού Αθηνά. Αλεξίου Μαρία, Ανδρέου Ελένη, Αντωνίου Σοφία, Βασιλείου Γεωργία, Γεωργίου Δήμητρα, Δημητρίου Κατερίνα, Ευαγγέλου Άννα, Ζαχαρίου Μαρία, Ηλιοπούλου Βασιλική, Θεοδώρου Ειρήνη, Ιωάννου Χριστίνα, Καραγιάννη Δέσποινα, Λαμπροπούλου Αγγελική, Μακρή Παναγιώτα, Νικολάου Ευαγγελία, Ξανθοπούλου Όλγα, Οικονόμου Αικατερίνη, Παπαδοπούλου Αναστασία, Ρούσσου Βασιλεία, Σταθοπούλου Παρασκευή, Τσιάκου Ζωή, Υφαντή Καλλιόπη, Φωτίου Μαρίνα, Χατζή Ελισάβετ, Ψαρρού Αθηνά. Αλεξίου Μαρία, Ανδρέου Ελένη, Αντωνίου Σοφία, Βασιλείου Γεωργία, Γεωργίου Δήμητρα, Δημητρίου Κατερίνα, Ευαγγέλου Άννα, Ζαχαρίου Μαρία, Ηλιοπούλου Βασιλική, Θεοδώρου Ειρήνη, Ιωάννου Χριστίνα, Καραγιάννη Δέσποινα, Λαμπροπούλου Αγγελική, Μακρή Παναγιώτα, Νικολάου Ευαγγελία, Ξανθοπούλου Όλγα, Οικονόμου Αικατερίνη, Παπαδοπούλου Αναστασία, Ρούσσου Βασιλεία, Σταθοπούλου Παρασκευή, Τσιάκου Ζωή, Υφαντή Καλλιόπη, Φωτίου Μαρίνα, Χατζή Ελισάβετ, Ψαρρού Αθηνά. [212,961,402,1624]
subhead-karter: ΜΗΝΥΜΑ ΤΟΥ ΚΑΡΤΕΡ [32,418,100,440]
divider [822,960,956,961]
subhead-yugo-safety: ΣΥΝΕΧΕΙΑ ΑΠ’ ΤΗΝ 1Η ΣΕΛΙΔΑ [436,1067,578,1078]
dateline-nicosia-2: ΛΕΥΚΩΣΙΑ, 24. (Τού άνταποκριτή μας). [1170,1172,1320,1182]
yugoslavia-subhead: Δηλώσεις στρατηγού, πού δείχνουν τήν άνησυχία τού Τίτο γιά τόν αύ- ξανόμενο σοβιετικό έπεκτατισμό [44,1140,170,1171]
bottom-col-4-iran: Τά πολιτικά καί στρατιωτικά θέματα πού προκύπτουν από τήν κατάσταση στήν περιοχή συζητήθηκαν κατά τήν διάρκεια τής συνεδριάσεως πού έγινε σήμερα τό πρωί υπό τήν προεδρία τού αρμόδιου υπουργού, σύμφωνα μέ επίσημη ανακοίνωση πού εκδόθηκε τό απόγευμα. Ο εκπρόσωπος πρόσθεσε ότι η κυβέρνηση παρακολουθεί στενά τίς εξελίξεις καί βρίσκεται σέ συνεχή επαφή μέ τούς συμμάχους της, χωρίς ωστόσο νά δώσει περισσότερες λεπτομέρειες. Οι αντιπροσωπείες συναντήθηκαν χθές τό βράδυ καί εξέτασαν όλες τίς πτυχές τού προβλήματος, ιδιαίτερα δέ εκείνες πού αφορούν τήν οικονομική πλευρά καί τίς συνέπειες τών μέτρων στόν γενικό πληθυσμό. Στό μεταξύ, παρατηρητές σημειώνουν ότι οι εξελίξεις τών τελευταίων ημερών δημιουργούν νέα δεδομένα καί επιβάλλουν τήν επανεξέταση ορισμένων θέσεων πού είχαν διατυπωθεί κατά τό παρελθόν. ΟΙ ΣΧΕΣΕΙΣ ΜΕ ΤΗ ΜΟΣΧΑ ΡΙΑΝΤ, 24. (Ιτιμ. Πρός). Τέλος, σέ σχετική ερώτηση απάντησε ότι δέν προβλέπεται γιά τήν ώρα καμμία μεταβολή στό πρόγραμμα τών επισκέψεων πού έχουν ήδη εξαγγελθεί γιά τόν προσεχή μήνα. [448,2023,583,2388]
saudi-headline: Η ΣΑΟΥΔΑΡΑΒΙΑ ΑΝΤΙΤΙΘΕΤΑΙ ΣΤΗ ΝΕΑ ΑΥΞΗΣΗ ΤΗΣ ΤΙΜΗΣ ΠΕΤΡΕΛΑΙΟΥ [604,10,755,47]
subhead-akel: ΤΙ ΑΝΕΦΕΡΕ ΤΟ ΑΚΕΛ [1068,244,1171,254]
divider [13,1483,202,1484]
church-body-b: Τέλος, σέ σχετική ερώτηση απάντησε ότι δέν προβλέπεται γιά τήν ώρα καμμία μεταβολή στό πρόγραμμα τών επισκέψεων πού έχουν ήδη εξαγγελθεί γιά τόν προσεχή μήνα. Οι συνομιλίες θά συνεχισθούν καί αύριο στό ίδιο επίπεδο, ενώ αναμένεται ότι θά ληφθούν οριστικές αποφάσεις πρίν από τό τέλος τής εβδομάδας, δήλωσε αρμόδιος εκπρόσωπος απαντώντας σέ ερωτήσεις δημοσιογράφων. Οι πληροφορίες αυτές δέν επιβεβαιώθηκαν επισήμως από καμμία πλευρά, ενώ αρμόδιοι κύκλοι απέφυγαν νά σχολιάσουν τά δημοσιεύματα τού ξένου τύπου σχετικά μέ τό θέμα αυτό. [1064,1461,1143,1792]
masthead-middle [586,9,772,483]
zambia-body: ΛΟΥΣΑΚΑ, Ζάμπια, 24. (Ρώυτερ). — Αεροσκάφη τής Ροδεσίας επέδραμαν σήμερα κατά τών 114 προσφυγικών κατασκηνώσεων στή Ζάμπια καί σκότωσαν δώδεκα άτομα, σύμφωνα μέ επίσημη ανακοίνωση. Στό μεταξύ, παρατηρητές σημειώνουν ότι οι εξελίξεις τών τελευταίων ημερών δημιουργούν νέα δεδομένα καί επιβάλλουν τήν επανεξέταση ορισμένων θέσεων πού είχαν διατυπωθεί κατά τό παρελθόν. Οι αντιπροσωπείες συναντήθηκαν χθές τό βράδυ καί εξέτασαν όλες τίς πτυχές τού προβλήματος, ιδιαίτερα δέ εκείνες πού αφορούν τήν οικονομική πλευρά καί τίς συνέπειες τών μέτρων στόν γενικό πληθυσμό. [822,992,956,1193]
divider [977,1400,1143,1401]
cyprus-headline-line3: ΟΙ ΒΑΣΕΙΣ ΑΠΟ ΤΗΝ ΠΕΡΣΙΑ [818,70,1193,100]
dateline-belgrade: ΒΕΛΙΓΡΑΔΙ, 24. (Ρώυτερ). [19,1180,126,1190]
nicosia2-body: ΛΕΥΚΩΣΙΑ, 24. (Τού άνταποκριτή μας). Οι αντιπροσωπείες συναντήθηκαν χθές τό βράδυ καί εξέτασαν όλες τίς πτυχές τού προβλήματος, ιδιαίτερα δέ εκείνες πού αφορούν τήν οικονομική πλευρά καί τίς συνέπειες τών μέτρων στόν γενικό πληθυσμό. Οι συνομιλίες θά συνεχισθούν καί αύριο στό ίδιο επίπεδο, ενώ αναμένεται ότι θά ληφθούν οριστικές αποφάσεις πρίν από τό τέλος τής εβδομάδας, δήλωσε αρμόδιος εκπρόσωπος απαντώντας σέ ερωτήσεις δημοσιογράφων. [1163,1172,1320,1294]
group-16-headline: ΟΜΑΔΑ 16 ΑΤΟΜΩΝ ΚΑΤΑΣΤΡΕΠΤΗΚΕ [1205,963,1279,982]
divider [1163,1482,1320,1483]
cyprus-subheadline: Ιδρύθηκαν στό Ακρωτήρι καί τήν Δεκέλεια ξενώνες καί σπίτια γιά τούς Αμερικανούς [866,108,1145,146]
subhead-moscow-accusations: ΚΑΤΗΓΟΡΙΕΣ ΚΑΤΑ ΜΟΣΧΑΣ [303,2241,437,2252]
divider [594,70,765,71]
dateline-hongkong: ΧΟΓΚ ΚΟΓΚ, 24. (Λοσ. Πωλο). [349,182,456,202]
column-1c: Τά χθεσινά στρατιωτικά Οί έγκυρώθεις ανταποκριθήκαν ότι οι Κινέζοι ενίσχυσαν τά τμήματά τους στά κυριώτερα σημεία, ώστε να δημιουργηθεί μέχρι τό τέλος της εβδομάδας ώστε να αρχίσουν μία νέα επίθεση τά μέρη καί να μπορέσουν να προχωρήσουν βαθύτερα τό κρατικό Λάνγκ Σόν καί να αποφύγουν κάθε εμπλοκή. Ο εκπρόσωπος πρόσθεσε ότι η κυβέρνηση παρακολουθεί στενά τίς εξελίξεις καί βρίσκεται σέ συνεχή επαφή μέ τούς συμμάχους της, χωρίς ωστόσο νά δώσει περισσότερες λεπτομέρειες. Τέλος, σέ σχετική ερώτηση απάντησε ότι δέν προβλέπεται γιά τήν ώρα καμμία μεταβολή στό πρόγραμμα τών επισκέψεων πού έχουν ήδη εξαγγελθεί γιά τόν προσεχή μήνα. Οι αντιπροσωπείες συναντήθηκαν χθές τό βράδυ καί εξέτασαν όλες τίς πτυχές τού προβλήματος, ιδιαίτερα δέ εκείνες πού αφορούν τήν οικονομική πλευρά καί τίς συνέπειες τών μέτρων στόν γενικό πληθυσμό. Αρμόδιες πηγές ανέφεραν ότι η κατάσταση παραμένει ρευστή καί ότι κάθε πρόβλεψη γιά τήν εξέλιξη τών γεγονότων θά ήταν πρόωρη στό παρόν στάδιο τών διαπραγματεύσεων. [465,186,573,626]
bottom-col-6: ΠΑΡΙΣΙ, 24. (Ίδι. Πρός). Στό μεταξύ, παρατηρητές σημειώνουν ότι οι εξελίξεις τών τελευταίων ημερών δημιουργούν νέα δεδομένα καί επιβάλλουν τήν επανεξέταση ορισμένων θέσεων πού είχαν διατυπωθεί κατά τό παρελθόν. Οι αντιπροσωπείες συναντήθηκαν χθές τό βράδυ καί εξέτασαν όλες τίς πτυχές τού προβλήματος, ιδιαίτερα δέ εκείνες πού αφορούν τήν οικονομική πλευρά καί τίς συνέπειες τών μέτρων στόν γενικό πληθυσμό. Τά πολιτικά καί στρατιωτικά θέματα πού προκύπτουν από τήν κατάσταση στήν περιοχή συζητήθηκαν κατά τήν διάρκεια τής συνεδριάσεως πού έγινε σήμερα τό πρωί υπό τήν προεδρία τού αρμόδιου υπουργού, σύμφωνα μέ επίσημη ανακοίνωση πού εκδόθηκε τό απόγευμα. [748,2022,893,2576]
piraeus-body: ΠΕΙΡΑΙΑΣ, 24. Τά πολιτικά καί στρατιωτικά θέματα πού προκύπτουν από τήν κατάσταση στήν περιοχή συζητήθηκαν κατά τήν διάρκεια τής συνεδριάσεως πού έγινε σήμερα τό πρωί υπό τήν προεδρία τού αρμόδιου υπουργού, σύμφωνα μέ επίσημη ανακοίνωση πού εκδόθηκε τό απόγευμα. Ο εκπρόσωπος πρόσθεσε ότι η κυβέρνηση παρακολουθεί στενά τίς εξελίξεις καί βρίσκεται σέ συνεχή επαφή μέ τούς συμμάχους της, χωρίς ωστόσο νά δώσει περισσότερες λεπτομέρειες. Στό μεταξύ, παρατηρητές σημειώνουν ότι οι εξελίξεις τών τελευταίων ημερών δημιουργούν νέα δεδομένα καί επιβάλλουν τήν επανεξέταση ορισμένων θέσεων πού είχαν διατυπωθεί κατά τό παρελθόν. [1163,984,1321,1163]
subhead-eskisehir: ΕΠΕΙΣΟΔΙΑ ΣΤΗΝ ΕΣΚΙΣΕΧΙΡ [1173,1724,1310,1735]
dateline-paris: ΠΑΡΙΣΙ, 24. (Ρώυτερ). [600,264,687,274]
subhead-loan: ΧΟΡΗΓΕΙΤΑΙ ΔΑΝΕΙΟ 500.000.000 ΣΤΟ ΔΗΜΟ ΑΘΗΝΑΙΩΝ [822,1202,956,1225]
security-council-section [13,918,801,2016]
divider [317,1956,801,1957]
divider [1163,1300,1320,1301]
subhead-theatre-strike: ΟΙ ΣΤΑΣΕΙΣ ΕΡΓΑΣΙΑΣ ΤΩΝ ΤΕΧΝΙΚΩΝ ΚΡΑΤΙΚΩΝ ΘΕΑΤΡΩΝ [832,1440,946,1473]
tanker-driver-headline: ΣΥΛΛΟΓΗΘΗΚΑΝ ΤΟΝ ΟΔΗΓΟ ΕΠΙΤΑΜΕΝΟΥ ΒΥΤΙΟΦΟΡΟΥ [1209,917,1274,955]
dateline-lusaka: ΛΟΥΣΑΚΑ, Ζάμπια, 24. (Ρώυτερ). [828,992,956,1002]
dateline-paris-2: ΠΑΡΙΣΙ, 24. (Ίδι. Πρός). [765,2023,851,2033]
turkey-headline: ΑΛΛΟΙ ΠΕΝΤΕ ΣΚΟΤΩΘΗΚΑΝ ΑΠΟ ΤΡΟΜΟΚΡΑΤΕΣ ΣΤΙΣ ΠΟΛΕΙΣ ΤΗΣ ΤΟΥΡΚΙΑΣ [1163,1305,1320,1434]
saudi-subhead: ΟΠΟΥ ΠΙΣΤΕΥΟΥΝ ΟΙ ΑΜΕΡΙΚΑΝΟΙ [608,56,751,66]
dateline-athens-2: ΑΘΗΝΑ, 24. [983,1461,1037,1471]
edge-text: ΤΕΛ [1414,161,1423,176]
divider [822,1672,956,1673]
dateline-tokio: ΤΟΚΙΟ, 24. (Ρώυτερ). [600,401,682,410]
yemen-column [967,918,1143,2016]
divider [822,1434,956,1435]
news-photo [129,182,341,479]
divider [822,1830,956,1831]
subhead-family: ΕΞΑΜΕΛΗΣ ΟΙΚΟΓΕΝΕΙΑ ΣΕΚΛΗΡΙΔΗΚΕ [834,966,944,987]
column-1a: ΣΑΝ ΦΡΑΝΤΖΙΣΚΟ, 24. (Ίδι. Πρός). — Στό Σάν Φραντζίσκο ό άντίπους διακοπής τών διακοψεων τού ΝΑΤΟ στρατηγός Χαίηνγκ, δήλωσε ότι οι Αμερικανοί θα αποφύγουν κάθε ανάμιξη στόν πόλεμο της Ινδοκίνας καί οτι δέν θα αναμιχθούν σε καμμία περίπτωση μέ ένοπλη δύναμη, καθώς αυτό δέν θα ήταν πολύ μεγάλη. Η σύγκρουση μεταξύ Κίνας καί Βιετνάμ είναι ανάμεσα στά δύο κράτη μπορεί να συμφωνήσει μέσα σέ λίγες ημέρες ή Σοβιετική Ένωση, ήν άρχή καί οί Ηνωμένες Πολιτείες, όπως δηλώνονταν ο κ. Χαίηνγκ σέ συνέντευξη τύπου. ΜΗΝΥΜΑ ΤΟΥ ΚΑΡΤΕΡ ΠΕΚΙΝΟ, 24. (Λο. Πρός). — Ο υπουργός Οικονομικών τών Ηνωμένων Πολιτειών κ. Μπλούμενταλ έφθασε σήμερα στό Πεκίνο κομίζοντας μήνυμα τού προέδρου Κάρτερ γιά τή μείξη τού γίγαντα κατά μή κες τών αναπτυσσομένων χωρών. Ο κ. Μπλούμενταλ έφθασε από τό Τόκυο καί θά παραμείνει στήν κινεζική πρωτεύουσα οκτώ ημέρες. Οί συνομιλίες θά αρχίσουν αύριο. Ο κ. Μπλούμενταλ μεταφέρει μήνυμα του προέδρου Κάρτερ γιά τήν διατήρηση της ειρήνης στήν Ασία καί τή συγκράτηση. Ο ο φοβερός ανήσυχος, όπως δηλώθηκε στίς ΗΠΑ, είναι ότι υπάρχει μεγάλος κίνδυνος να διευρυνθεί ο πόλεμος, μέ τήν ανάμιξη τής Σοβιετικής Ενώσεως. Εκπρόσωπος τού Αμερικανικού προ ξενείου στό Χόνγκ Κόνγκ δήλωσε ότι τά κινεζικά στρατεύματα που έχουν εισδύσει στό Βιετνάμ είναι περίπου 160.000 άνδρες καί πώς στό βάθος των συνόρων υπάρχουν άλλες τόσες μονάδες. Τά πολιτικά καί στρατιωτικά θέματα πού προκύπτουν από τήν κατάσταση στήν περιοχή συζητήθηκαν κατά τήν διάρκεια τής συνεδριάσεως πού έγινε σήμερα τό πρωί υπό τήν προεδρία τού αρμόδιου υπουργού, σύμφωνα μέ επίσημη ανακοίνωση πού εκδόθηκε τό απόγευμα. [13,182,120,901]
yemen-body-b: Οι πληροφορίες αυτές δέν επιβεβαιώθηκαν επισήμως από καμμία πλευρά, ενώ αρμόδιοι κύκλοι απέφυγαν νά σχολιάσουν τά δημοσιεύματα τού ξένου τύπου σχετικά μέ τό θέμα αυτό. Αρμόδιες πηγές ανέφεραν ότι η κατάσταση παραμένει ρευστή καί ότι κάθε πρόβλεψη γιά τήν εξέλιξη τών γεγονότων θά ήταν πρόωρη στό παρόν στάδιο τών διαπραγματεύσεων. Τά πολιτικά καί στρατιωτικά θέματα πού προκύπτουν από τήν κατάσταση στήν περιοχή συζητήθηκαν κατά τήν διάρκεια τής συνεδριάσεως πού έγινε σήμερα τό πρωί υπό τήν προεδρία τού αρμόδιου υπουργού, σύμφωνα μέ επίσημη ανακοίνωση πού εκδόθηκε τό απόγευμα. [1064,1039,1143,1382]
cyprus-turkey-column [1153,918,1320,2016]
obituaries-body: Αλεξίου Μαρία, Ανδρέου Ελένη, Αντωνίου Σοφία, Βασιλείου Γεωργία, Γεωργίου Δήμητρα, Δημητρίου Κατερίνα, Ευαγγέλου Άννα, Ζαχαρίου Μαρία, Ηλιοπούλου Βασιλική, Θεοδώρου Ειρήνη, Ιωάννου Χριστίνα, Καραγιάννη Δέσποινα, Λαμπροπούλου Αγγελική, Μακρή Παναγιώτα, Νικολάου Ευαγγελία, Ξανθοπούλου Όλγα, Οικονόμου Αικατερίνη, Παπαδοπούλου Αναστασία, Ρούσσου Βασιλεία, Σταθοπούλου Παρασκευή, Τσιάκου Ζωή, Υφαντή Καλλιόπη, Φωτίου Μαρίνα, Χατζή Ελισάβετ, Ψαρρού Αθηνά. [822,1849,956,2012]
